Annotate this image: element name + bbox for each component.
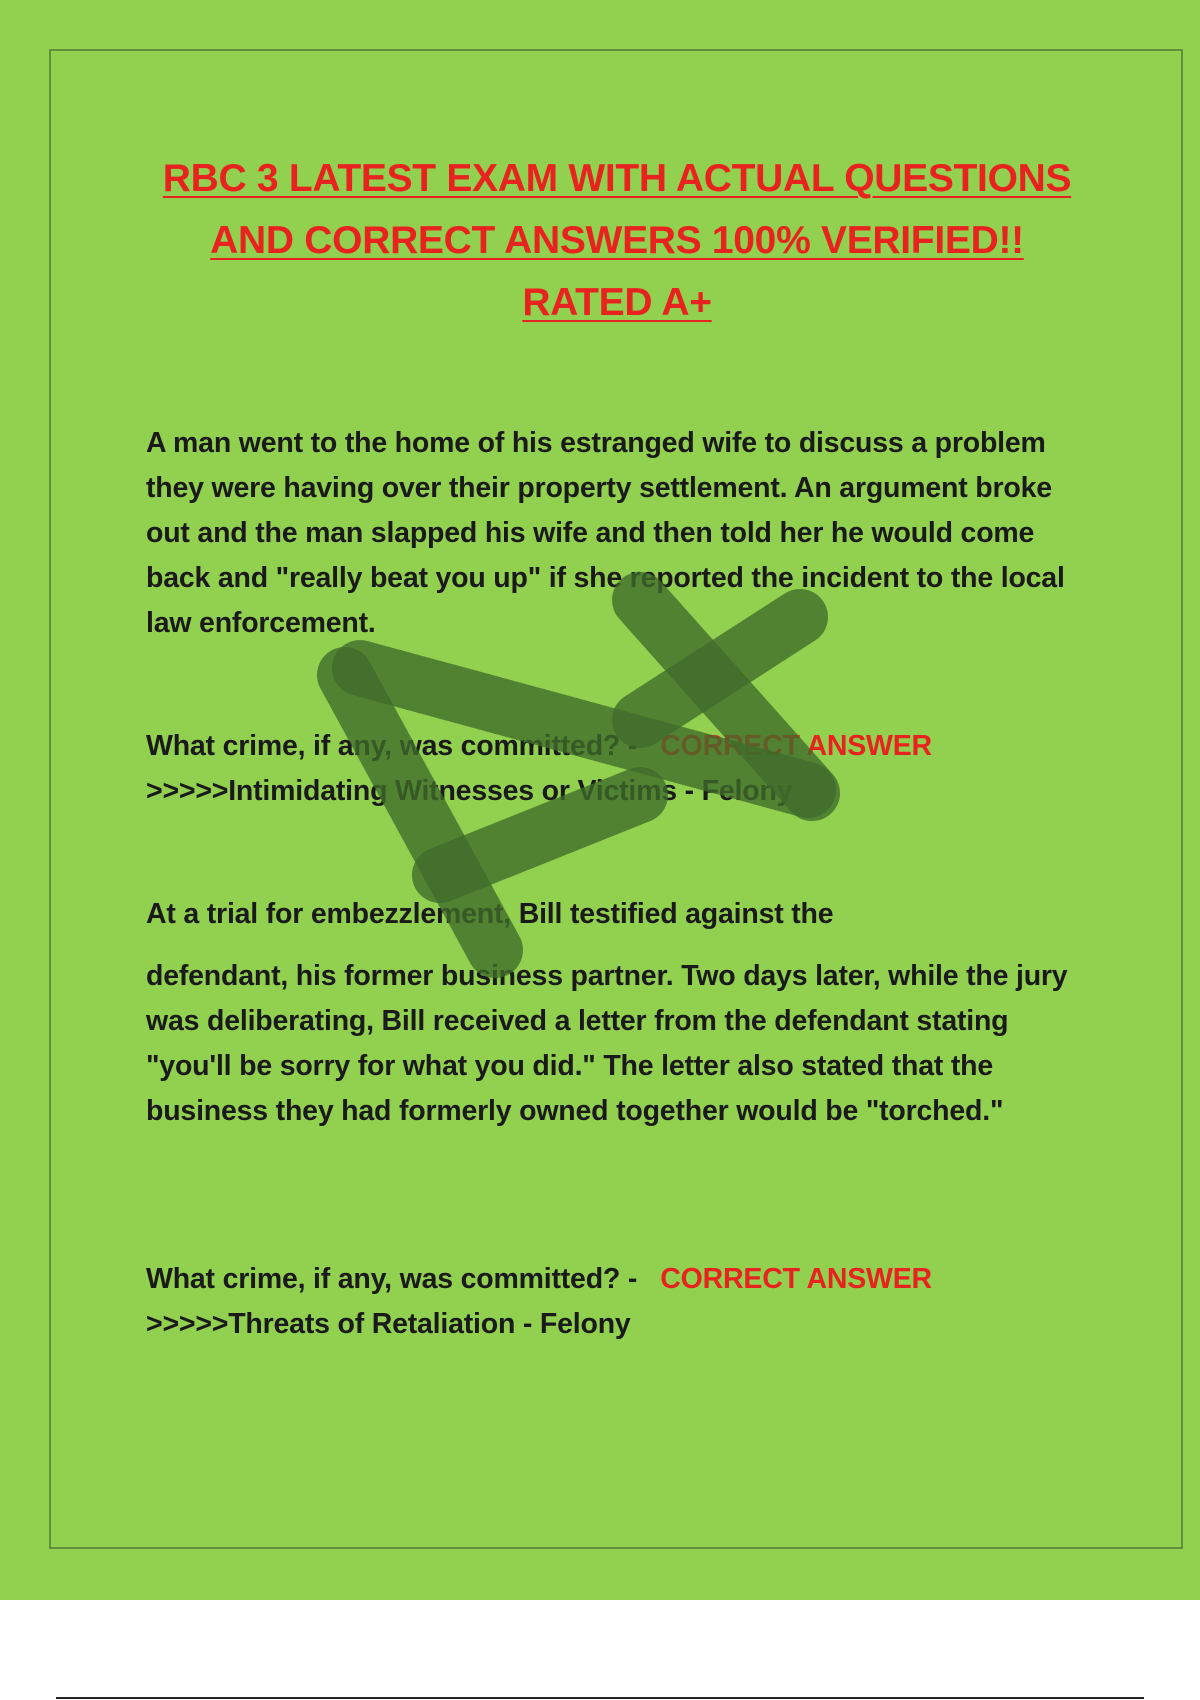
document-title [100,148,1134,334]
question-2-answer-label: CORRECT ANSWER [660,1263,932,1295]
question-2-prompt: What crime, if any, was committed? - [146,1263,645,1295]
question-1-answer: >>>>>Intimidating Witnesses or Victims - Felony [146,775,793,807]
question-1-prompt: What crime, if any, was committed? - [146,730,645,762]
question-1-answer-block [146,724,1086,814]
footer-rule [56,1697,1144,1699]
question-2-answer-block [146,1257,1086,1347]
title-line-1: RBC 3 LATEST EXAM WITH ACTUAL QUESTIONS [162,157,1072,200]
title-line-2: AND CORRECT ANSWERS 100% VERIFIED!! [210,219,1024,262]
question-1-scenario: A man went to the home of his estranged wife to discuss a problem they were having over their property settlement. An argument broke out and the man slapped his wife and then told her he would come back and "really beat you up" if she reported the incident to the local law enforcement. [146,427,1065,639]
question-2-answer: >>>>>Threats of Retaliation - Felony [146,1308,631,1340]
question-2-scenario: defendant, his former business partner. Two days later, while the jury was deliberating, Bill received a letter from the defendant stating "you'll be sorry for what you did." The letter also stated that the business they had formerly owned together would be "torched." [146,960,1068,1127]
question-2-scenario-first-line: At a trial for embezzlement, Bill testified against the [146,898,834,930]
title-line-3: RATED A+ [522,281,712,324]
question-1-answer-label: CORRECT ANSWER [660,730,932,762]
